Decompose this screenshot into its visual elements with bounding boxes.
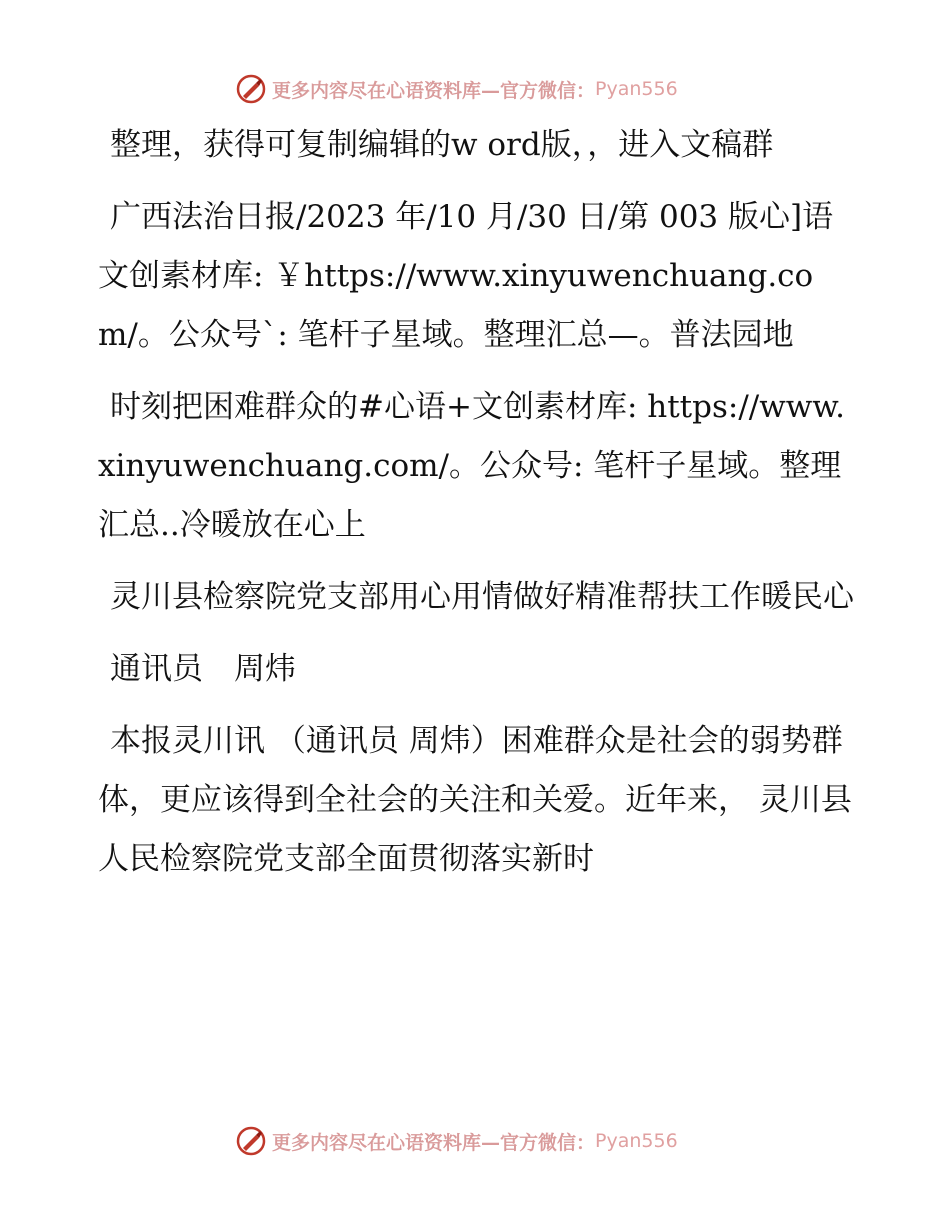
watermark-wechat-id: Pyan556 <box>595 1130 678 1152</box>
brush-pen-logo-icon <box>236 1126 266 1156</box>
footer-watermark <box>236 1124 678 1158</box>
article-byline: 通讯员 周炜 <box>110 651 296 687</box>
article-body-paragraph: 本报灵川讯 （通讯员 周炜）困难群众是社会的弱势群体，更应该得到全社会的关注和关爱。近年来， 灵川县人民检察院党支部全面贯彻落实新时 <box>98 723 852 877</box>
paragraph-source: 广西法治日报/2023 年/10 月/30 日/第 003 版心]语文创素材库: ￥https://www.xinyuwenchuang.com/。公众号`: 笔杆子星域。整理汇总—。普法园地 <box>98 199 834 353</box>
header-watermark <box>236 72 678 106</box>
paragraph-section-title: 时刻把困难群众的#心语+文创素材库: https://www.xinyuwenchuang.com/。公众号: 笔杆子星域。整理汇总..冷暖放在心上 <box>98 389 845 543</box>
watermark-text: 更多内容尽在心语资料库—官方微信： <box>272 79 596 102</box>
watermark-text: 更多内容尽在心语资料库—官方微信： <box>272 1131 596 1154</box>
article-headline: 灵川县检察院党支部用心用情做好精准帮扶工作暖民心 <box>110 579 854 615</box>
watermark-wechat-id: Pyan556 <box>595 78 678 100</box>
paragraph-intro: 整理，获得可复制编辑的w ord版，，进入文稿群 <box>110 127 774 163</box>
brush-pen-logo-icon <box>236 74 266 104</box>
document-body <box>98 116 858 902</box>
